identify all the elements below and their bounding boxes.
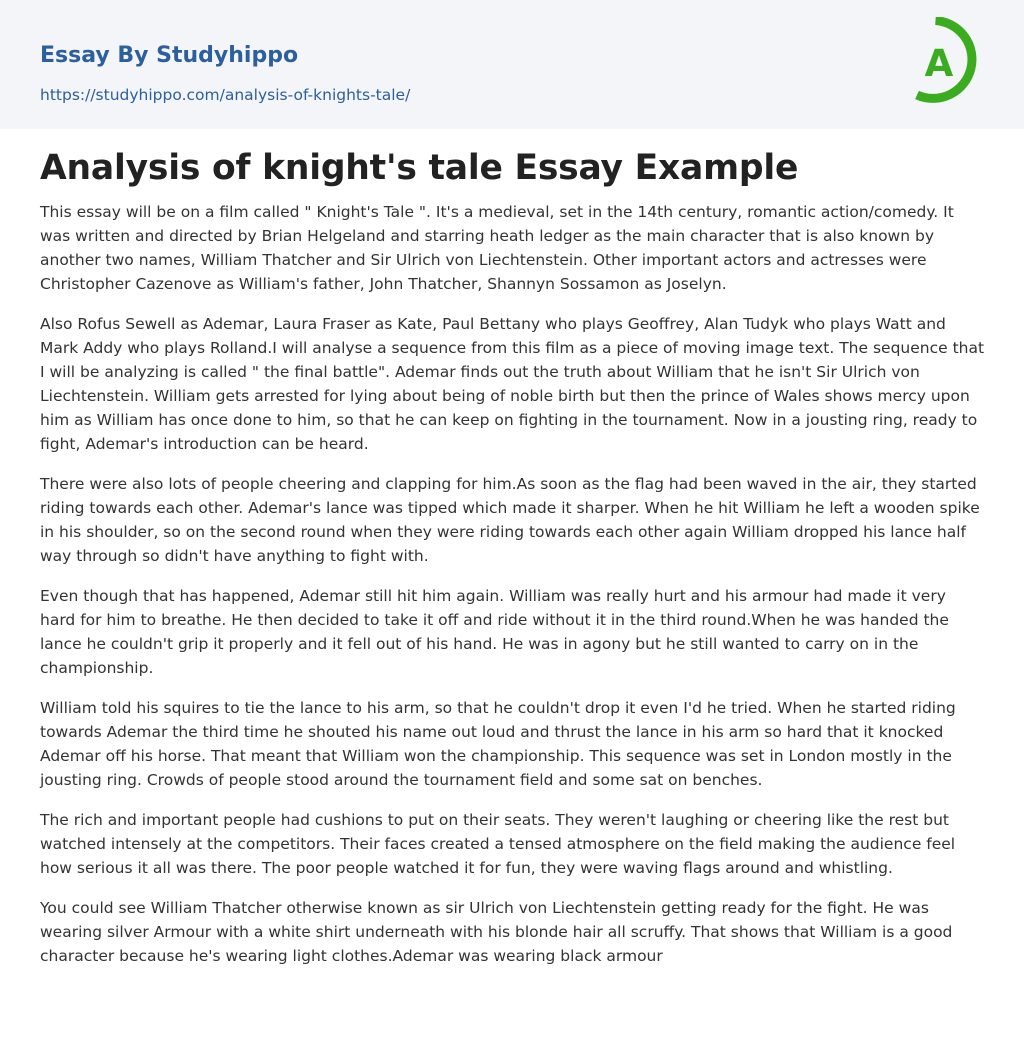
essay-paragraph: William told his squires to tie the lance to his arm, so that he couldn't drop it even I'd he tried. When he started riding towards Ademar the third time he shouted his name out loud and thrust the lance in his arm so hard that it knocked Ademar off his horse. That meant that William won the championship. This sequence was set in London mostly in the jousting ring. Crowds of people stood around the tournament field and some sat on benches.	[40, 699, 956, 789]
site-brand[interactable]: Essay By Studyhippo	[40, 43, 299, 68]
circle-a-logo-icon[interactable]	[905, 17, 989, 107]
essay-paragraph: Also Rofus Sewell as Ademar, Laura Fraser as Kate, Paul Bettany who plays Geoffrey, Alan Tudyk who plays Watt and Mark Addy who plays Rolland.I will analyse a sequence from this film as a piece of moving image text. The sequence that I will be analyzing is called " the final battle". Ademar finds out the truth about William that he isn't Sir Ulrich von Liechtenstein. William gets arrested for lying about being of noble birth but then the prince of Wales shows mercy upon him as William has once done to him, so that he can keep on fighting in the tournament. Now in a jousting ring, ready to fight, Ademar's introduction can be heard.	[40, 315, 985, 453]
essay-url-link[interactable]: https://studyhippo.com/analysis-of-knights-tale/	[40, 86, 411, 104]
essay-paragraph: Even though that has happened, Ademar still hit him again. William was really hurt and his armour had made it very hard for him to breathe. He then decided to take it off and ride without it in the third round.When he was handed the lance he couldn't grip it properly and it fell out of his hand. He was in agony but he still wanted to carry on in the championship.	[40, 587, 949, 677]
essay-paragraph: This essay will be on a film called " Knight's Tale ". It's a medieval, set in the 14th century, romantic action/comedy. It was written and directed by Brian Helgeland and starring heath ledger as the main character that is also known by another two names, William Thatcher and Sir Ulrich von Liechtenstein. Other important actors and actresses were Christopher Cazenove as William's father, John Thatcher, Shannyn Sossamon as Joselyn.	[40, 203, 954, 293]
site-header	[0, 0, 1024, 129]
essay-paragraph: The rich and important people had cushions to put on their seats. They weren't laughing or cheering like the rest but watched intensely at the competitors. Their faces created a tensed atmosphere on the field making the audience feel how serious it all was there. The poor people watched it for fun, they were waving flags around and whistling.	[40, 811, 956, 877]
essay-paragraph: There were also lots of people cheering and clapping for him.As soon as the flag had been waved in the air, they started riding towards each other. Ademar's lance was tipped which made it sharper. When he hit William he left a wooden spike in his shoulder, so on the second round when they were riding towards each other again William dropped his lance half way through so didn't have anything to fight with.	[40, 475, 980, 565]
page-title: Analysis of knight's tale Essay Example	[40, 148, 799, 188]
article	[40, 143, 986, 984]
logo-letter: A	[924, 42, 954, 85]
essay-paragraph: You could see William Thatcher otherwise known as sir Ulrich von Liechtenstein getting ready for the fight. He was wearing silver Armour with a white shirt underneath with his blonde hair all scruffy. That shows that William is a good character because he's wearing light clothes.Ademar was wearing black armour	[40, 899, 953, 965]
